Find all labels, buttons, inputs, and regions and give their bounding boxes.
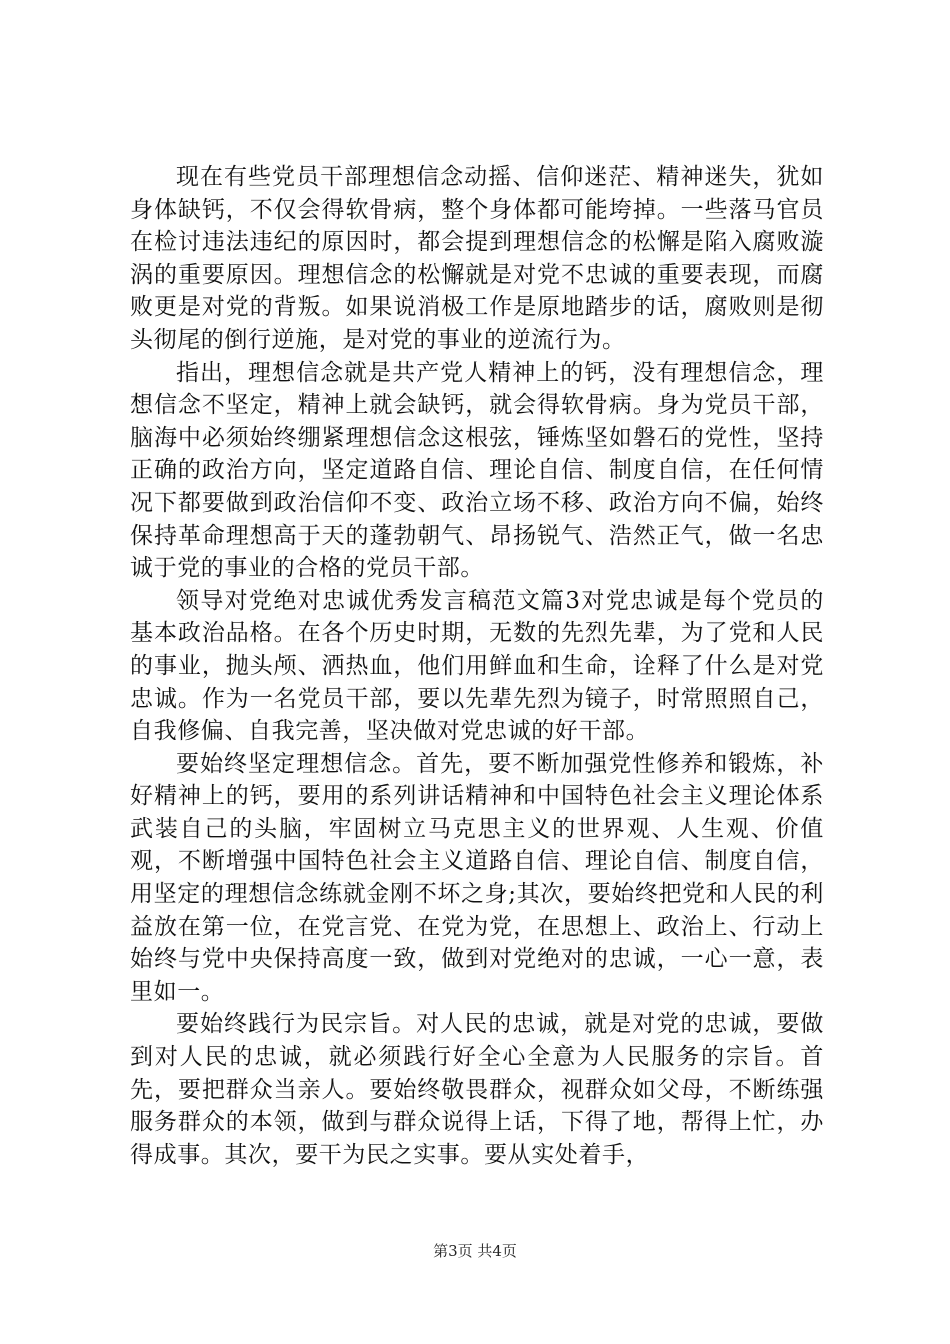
paragraph-4: 要始终坚定理想信念。首先，要不断加强党性修养和锻炼，补好精神上的钙，要用的系列讲话精神和中国特色社会主义理论体系武装自己的头脑，牢固树立马克思主义的世界观、人生观、价值观，不断增强中国特色社会主义道路自信、理论自信、制度自信，用坚定的理想信念练就金刚不坏之身;其次，要始终把党和人民的利益放在第一位，在党言党、在党为党，在思想上、政治上、行动上始终与党中央保持高度一致，做到对党绝对的忠诚，一心一意，表里如一。: [130, 750, 824, 1005]
paragraph-2: 指出，理想信念就是共产党人精神上的钙，没有理想信念，理想信念不坚定，精神上就会缺钙，就会得软骨病。身为党员干部，脑海中必须始终绷紧理想信念这根弦，锤炼坚如磐石的党性，坚持正确的政治方向，坚定道路自信、理论自信、制度自信，在任何情况下都要做到政治信仰不变、政治立场不移、政治方向不偏，始终保持革命理想高于天的蓬勃朝气、昂扬锐气、浩然正气，做一名忠诚于党的事业的合格的党员干部。: [130, 359, 824, 582]
paragraph-1: 现在有些党员干部理想信念动摇、信仰迷茫、精神迷失，犹如身体缺钙，不仅会得软骨病，整个身体都可能垮掉。一些落马官员在检讨违法违纪的原因时，都会提到理想信念的松懈是陷入腐败漩涡的重要原因。理想信念的松懈就是对党不忠诚的重要表现，而腐败更是对党的背叛。如果说消极工作是原地踏步的话，腐败则是彻头彻尾的倒行逆施，是对党的事业的逆流行为。: [130, 164, 824, 353]
paragraph-3: 领导对党绝对忠诚优秀发言稿范文篇3对党忠诚是每个党员的基本政治品格。在各个历史时期，无数的先烈先辈，为了党和人民的事业，抛头颅、洒热血，他们用鲜血和生命，诠释了什么是对党忠诚。作为一名党员干部，要以先辈先烈为镜子，时常照照自己，自我修偏、自我完善，坚决做对党忠诚的好干部。: [130, 587, 824, 745]
paragraph-5: 要始终践行为民宗旨。对人民的忠诚，就是对党的忠诚，要做到对人民的忠诚，就必须践行好全心全意为人民服务的宗旨。首先，要把群众当亲人。要始终敬畏群众，视群众如父母，不断练强服务群众的本领，做到与群众说得上话，下得了地，帮得上忙，办得成事。其次，要干为民之实事。要从实处着手，: [130, 1011, 824, 1168]
document-body: [130, 161, 824, 1171]
page-footer: 第3页 共4页: [433, 1242, 517, 1260]
